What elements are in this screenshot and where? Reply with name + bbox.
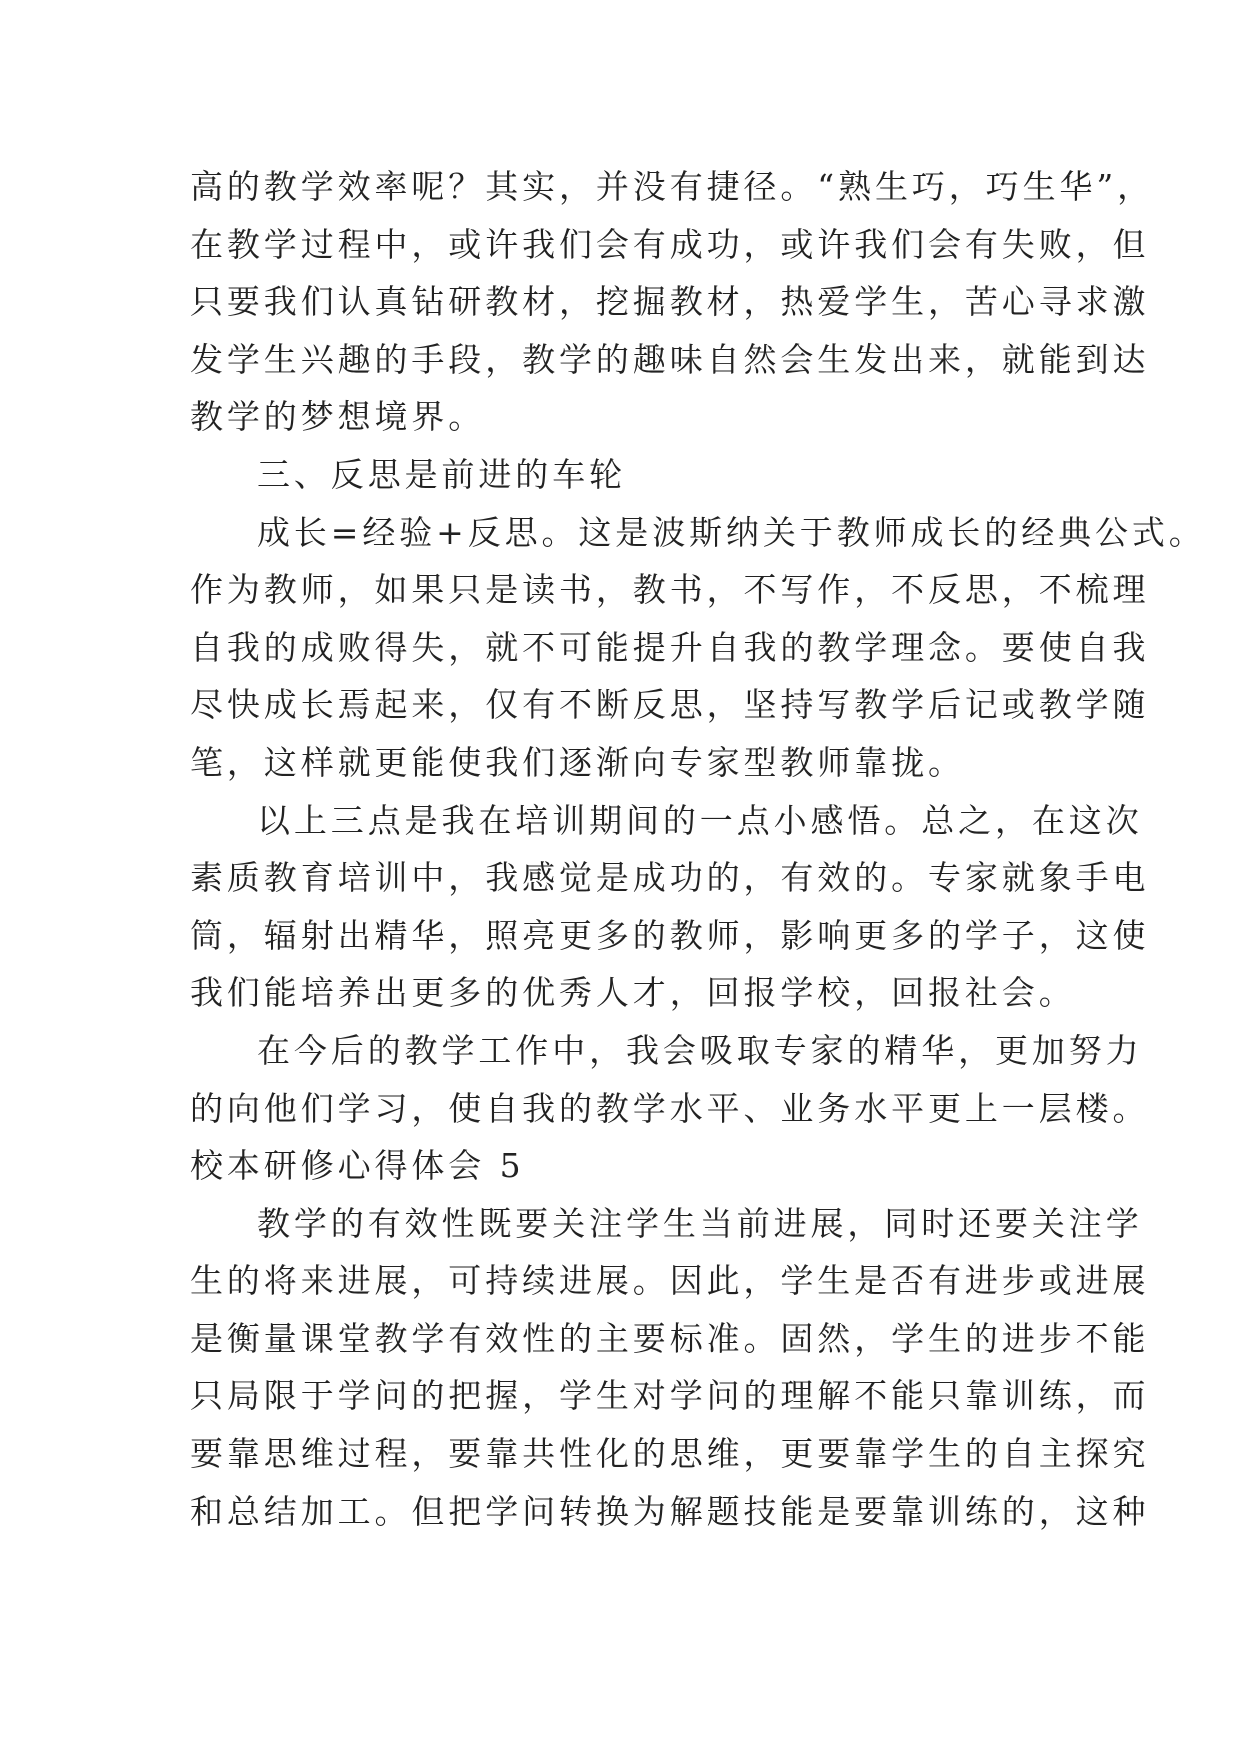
text-line: 我们能培养出更多的优秀人才，回报学校，回报社会。 bbox=[190, 973, 1076, 1013]
text-line: 素质教育培训中，我感觉是成功的，有效的。专家就象手电 bbox=[190, 858, 1150, 898]
text-line: 高的教学效率呢？其实，并没有捷径。“熟生巧，巧生华”， bbox=[190, 167, 1155, 206]
document-body-text bbox=[190, 158, 1206, 1540]
text-line: 筒，辐射出精华，照亮更多的教师，影响更多的学子，这使 bbox=[190, 915, 1150, 955]
paragraph-first-line: 教学的有效性既要关注学生当前进展，同时还要关注学 bbox=[257, 1203, 1143, 1243]
text-line: 教学的梦想境界。 bbox=[190, 397, 486, 437]
paragraph-first-line: 以上三点是我在培训期间的一点小感悟。总之，在这次 bbox=[257, 800, 1143, 840]
text-line: 校本研修心得体会 5 bbox=[190, 1146, 525, 1186]
text-line: 生的将来进展，可持续进展。因此，学生是否有进步或进展 bbox=[190, 1261, 1150, 1301]
text-line: 笔，这样就更能使我们逐渐向专家型教师靠拢。 bbox=[190, 742, 965, 782]
text-line: 只要我们认真钻研教材，挖掘教材，热爱学生，苦心寻求激 bbox=[190, 282, 1150, 322]
paragraph-first-line: 成长=经验+反思。这是波斯纳关于教师成长的经典公式。 bbox=[257, 512, 1206, 552]
paragraph-first-line: 三、反思是前进的车轮 bbox=[257, 454, 626, 494]
text-line: 是衡量课堂教学有效性的主要标准。固然，学生的进步不能 bbox=[190, 1318, 1150, 1358]
text-line: 发学生兴趣的手段，教学的趣味自然会生发出来，就能到达 bbox=[190, 339, 1150, 379]
paragraph-first-line: 在今后的教学工作中，我会吸取专家的精华，更加努力 bbox=[257, 1030, 1143, 1070]
text-line: 的向他们学习，使自我的教学水平、业务水平更上一层楼。 bbox=[190, 1088, 1150, 1128]
text-line: 和总结加工。但把学问转换为解题技能是要靠训练的，这种 bbox=[190, 1491, 1150, 1531]
text-line: 在教学过程中，或许我们会有成功，或许我们会有失败，但 bbox=[190, 224, 1150, 264]
text-line: 尽快成长焉起来，仅有不断反思，坚持写教学后记或教学随 bbox=[190, 685, 1150, 725]
text-line: 自我的成败得失，就不可能提升自我的教学理念。要使自我 bbox=[190, 627, 1150, 667]
text-line: 只局限于学问的把握，学生对学问的理解不能只靠训练，而 bbox=[190, 1376, 1150, 1416]
text-line: 要靠思维过程，要靠共性化的思维，更要靠学生的自主探究 bbox=[190, 1434, 1150, 1474]
text-line: 作为教师，如果只是读书，教书，不写作，不反思，不梳理 bbox=[190, 570, 1150, 610]
